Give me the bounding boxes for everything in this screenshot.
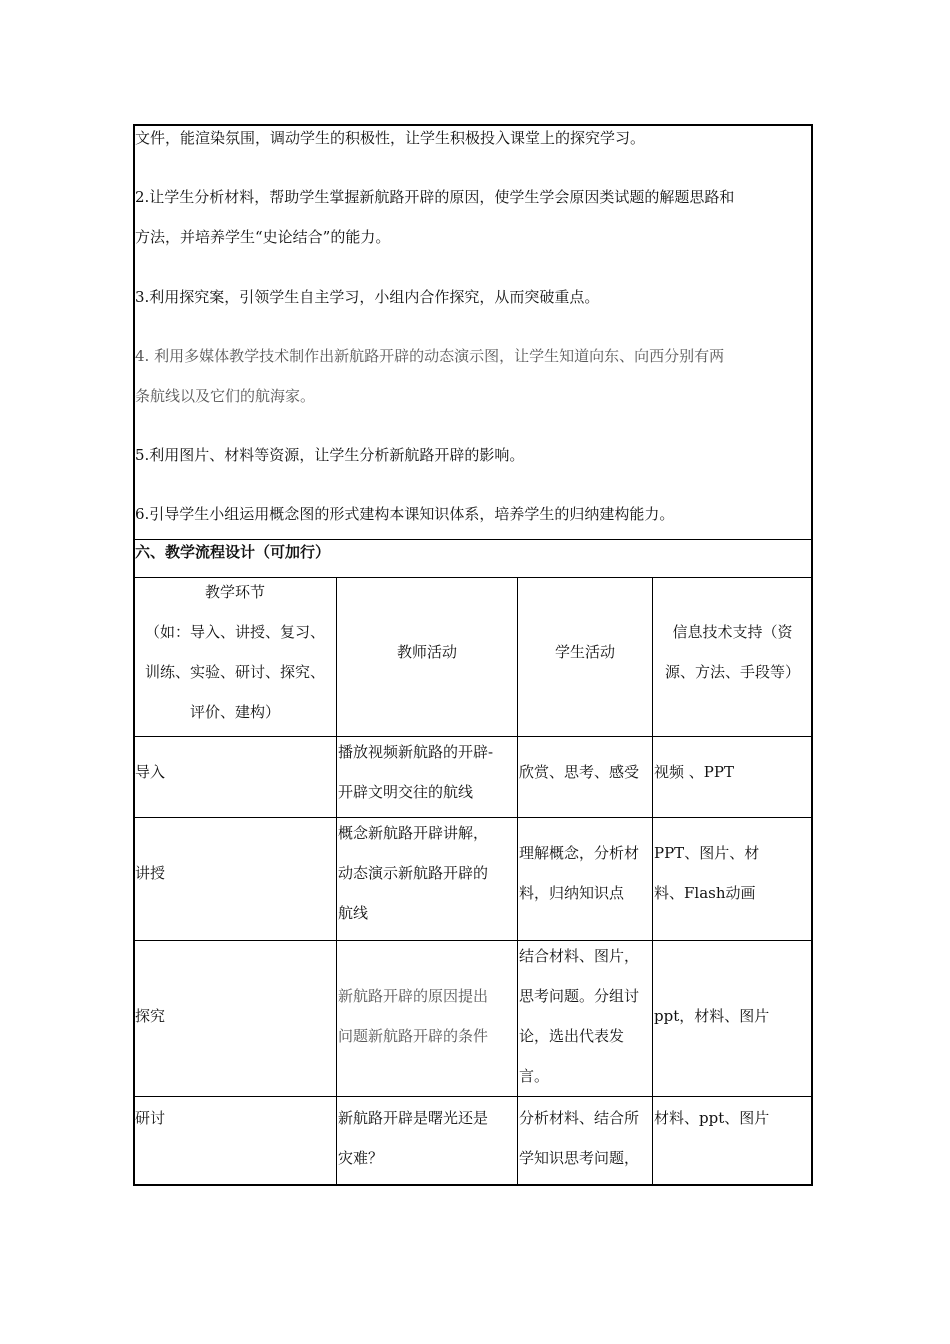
cell-line: 论，选出代表发 — [519, 1027, 625, 1045]
table-cell-tech — [654, 1098, 811, 1138]
cell-line: 新航路开辟是曙光还是 — [338, 1109, 489, 1127]
table-cell-teacher — [338, 976, 516, 1056]
table-header-teacher — [338, 632, 516, 672]
table-column-divider — [517, 578, 518, 1186]
header-line: 训练、实验、研讨、探究、 — [144, 663, 325, 681]
paragraph-1 — [135, 118, 807, 158]
header-line: 教师活动 — [396, 643, 457, 661]
paragraph-6 — [135, 494, 807, 534]
cell-line: 欣赏、思考、感受 — [519, 763, 640, 781]
table-cell-student — [519, 833, 651, 913]
header-line: （如：导入、讲授、复习、 — [144, 623, 325, 641]
cell-line: 导入 — [135, 763, 166, 781]
table-cell-student — [519, 1098, 651, 1178]
paragraph-line: 2.让学生分析材料，帮助学生掌握新航路开辟的原因，使学生学会原因类试题的解题思路和 — [135, 188, 735, 206]
cell-line: 开辟文明交往的航线 — [338, 783, 474, 801]
cell-line: 材料、ppt、图片 — [654, 1109, 770, 1127]
cell-line: 分析材料、结合所 — [519, 1109, 640, 1127]
cell-line: 动态演示新航路开辟的 — [338, 864, 489, 882]
table-cell-student — [519, 752, 651, 792]
cell-line: 讲授 — [135, 864, 166, 882]
cell-line: 结合材料、图片， — [519, 947, 640, 965]
cell-line: 学知识思考问题， — [519, 1149, 640, 1167]
paragraph-line: 5.利用图片、材料等资源，让学生分析新航路开辟的影响。 — [135, 446, 525, 464]
table-cell-teacher — [338, 1098, 516, 1178]
paragraph-2 — [135, 177, 807, 257]
cell-line: 料、Flash动画 — [654, 884, 756, 902]
cell-line: ppt，材料、图片 — [654, 1007, 770, 1025]
cell-line: 概念新航路开辟讲解， — [338, 824, 489, 842]
cell-line: 研讨 — [135, 1109, 166, 1127]
table-header-stage — [135, 572, 335, 732]
table-cell-tech — [654, 996, 811, 1036]
table-row-divider — [133, 940, 813, 941]
table-cell-teacher — [338, 813, 516, 933]
header-line: 学生活动 — [554, 643, 615, 661]
cell-line: 视频 、PPT — [654, 763, 734, 781]
cell-line: 理解概念，分析材 — [519, 844, 640, 862]
paragraph-line: 6.引导学生小组运用概念图的形式建构本课知识体系，培养学生的归纳建构能力。 — [135, 505, 675, 523]
table-cell-stage — [135, 752, 335, 792]
cell-line: 思考问题。分组讨 — [519, 987, 640, 1005]
section-title: 六、教学流程设计（可加行） — [135, 543, 331, 561]
header-line: 信息技术支持（资 — [672, 623, 793, 641]
table-cell-teacher — [338, 732, 516, 812]
paragraph-line: 文件，能渲染氛围，调动学生的积极性，让学生积极投入课堂上的探究学习。 — [135, 129, 646, 147]
table-cell-tech — [654, 752, 811, 792]
cell-line: 播放视频新航路的开辟- — [338, 743, 494, 761]
header-line: 评价、建构） — [189, 703, 280, 721]
cell-line: 料，归纳知识点 — [519, 884, 625, 902]
cell-line: 新航路开辟的原因提出 — [338, 987, 489, 1005]
table-cell-student — [519, 936, 651, 1096]
cell-line: 探究 — [135, 1007, 166, 1025]
table-cell-stage — [135, 1098, 335, 1138]
cell-line: 灾难？ — [338, 1149, 384, 1167]
paragraph-line: 4. 利用多媒体教学技术制作出新航路开辟的动态演示图，让学生知道向东、向西分别有两 — [135, 347, 725, 365]
table-cell-stage — [135, 996, 335, 1036]
cell-line: PPT、图片、材 — [654, 844, 760, 862]
paragraph-line: 3.利用探究案，引领学生自主学习，小组内合作探究，从而突破重点。 — [135, 288, 600, 306]
header-line: 教学环节 — [204, 583, 265, 601]
paragraph-line: 条航线以及它们的航海家。 — [135, 387, 316, 405]
table-column-divider — [652, 578, 653, 1186]
header-line: 源、方法、手段等） — [664, 663, 800, 681]
section-divider — [133, 539, 813, 540]
table-cell-tech — [654, 833, 811, 913]
table-header-student — [519, 632, 651, 672]
table-row-divider — [133, 1096, 813, 1097]
paragraph-3 — [135, 277, 807, 317]
paragraph-5 — [135, 435, 807, 475]
table-cell-stage — [135, 853, 335, 893]
table-header-tech — [654, 612, 811, 692]
cell-line: 言。 — [519, 1067, 550, 1085]
paragraph-4 — [135, 336, 807, 416]
cell-line: 问题新航路开辟的条件 — [338, 1027, 489, 1045]
table-column-divider — [336, 578, 337, 1186]
cell-line: 航线 — [338, 904, 369, 922]
paragraph-line: 方法，并培养学生“史论结合”的能力。 — [135, 228, 391, 246]
